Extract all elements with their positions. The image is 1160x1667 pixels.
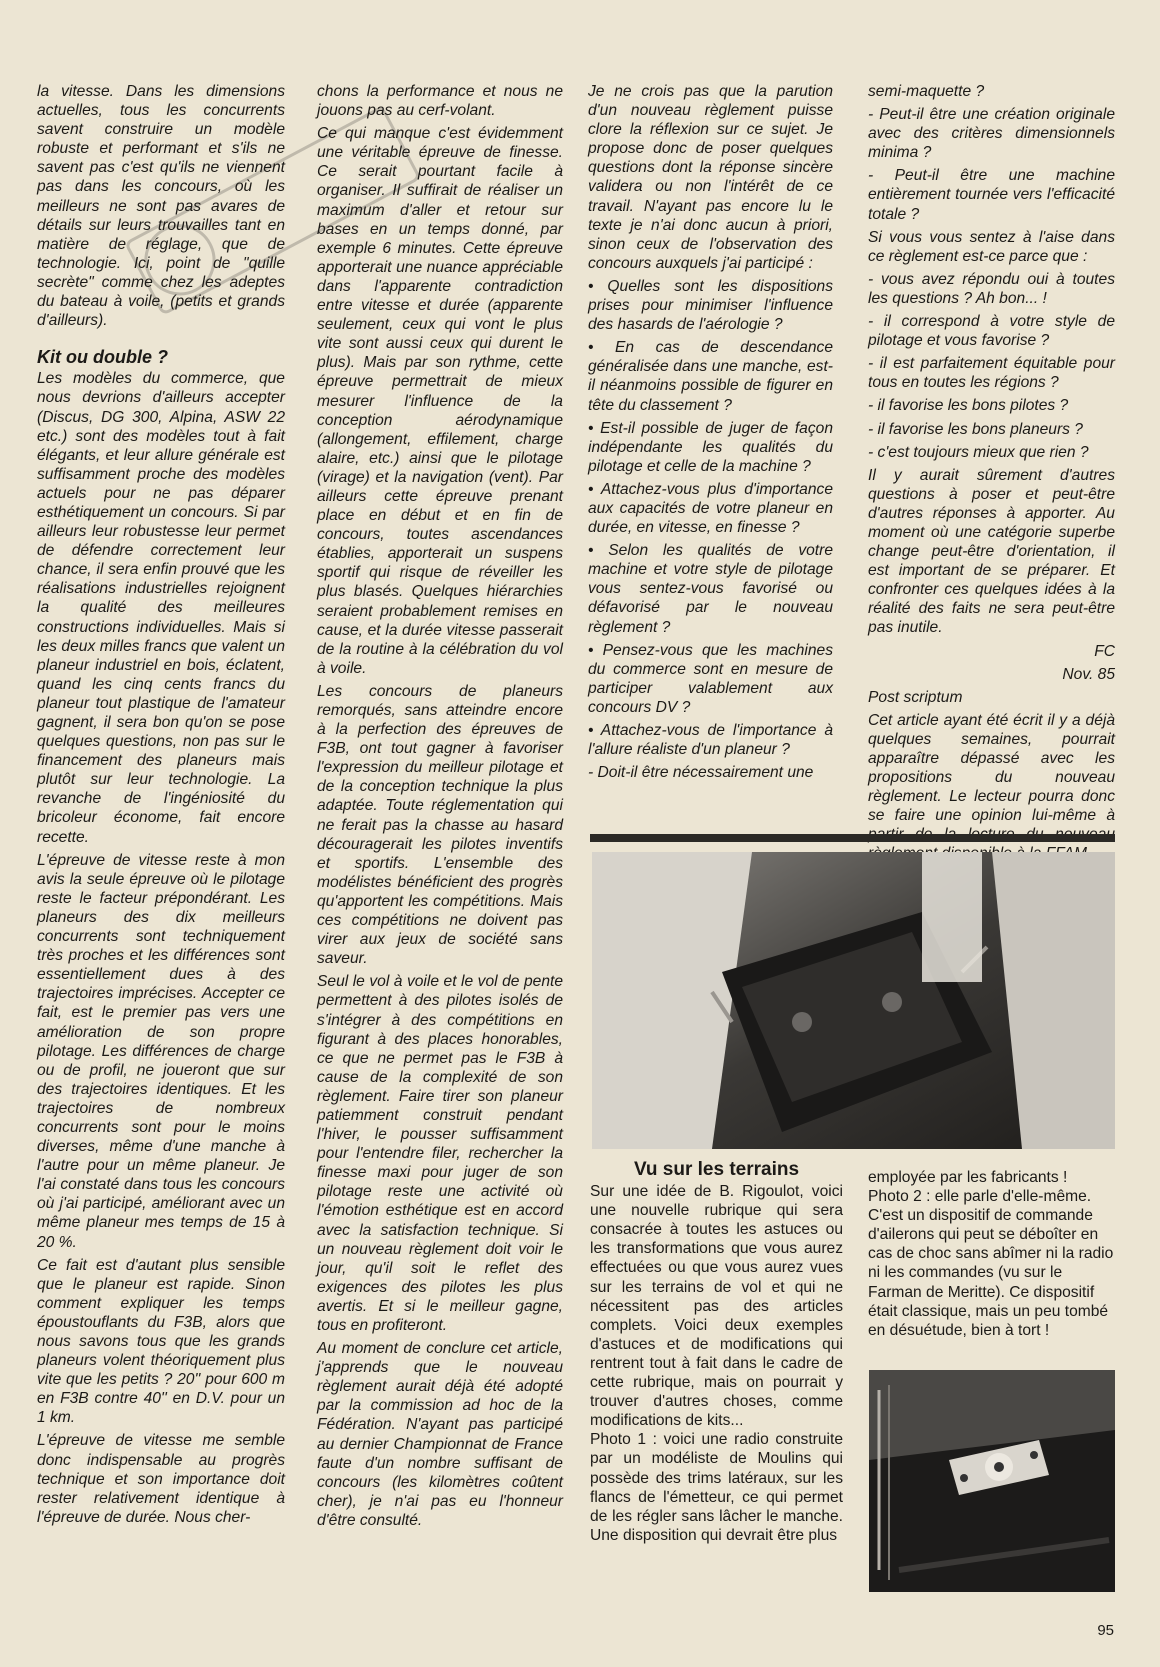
question-8: - Doit-il être nécessairement une [588, 764, 814, 782]
section-paragraph-1: Sur une idée de B. Rigoulot, voici une nouvelle rubrique qui sera consacrée à toutes les astuces ou les transformations que vous aurez effectuées ou que vous aurez vues sur les terrains de vol et qui ne nécessitent pas des articles complets. Voici deux exemples d'astuces et de modifications qui rentrent tout à fait dans le cadre de cette rubrique, mais on pourrait y trouver d'autres choses, comme modifications de kits... [590, 1183, 843, 1430]
post-scriptum-text: Cet article ayant été écrit il y a déjà quelques semaines, pourrait apparaître dépassé avec les propositions du nouveau règlement. Le lecteur pourra donc se faire une opinion lui-même à [868, 711, 1115, 825]
answer-6: - c'est toujours mieux que rien ? [868, 443, 1089, 461]
signature-initials: FC [1094, 642, 1115, 660]
section-divider [590, 834, 1115, 842]
question-7: • Attachez-vous de l'importance à l'allure réaliste d'un planeur ? [588, 722, 833, 759]
column-2 [317, 82, 563, 1534]
subheading-kit-ou-double: Kit ou double ? [37, 347, 168, 368]
section-title: Vu sur les terrains [633, 1159, 800, 1180]
page-number: 95 [1097, 1622, 1114, 1639]
answer-5: - il favorise les bons planeurs ? [868, 420, 1083, 438]
col4-line-3: - Peut-il être une machine entièrement tournée vers l'efficacité totale ? [868, 167, 1115, 223]
question-4: • Attachez-vous plus d'importance aux capacités de votre planeur en durée, en vitesse, en finesse ? [588, 480, 833, 537]
photo-2-aileron-linkage [869, 1370, 1115, 1592]
col1-paragraph-5: L'épreuve de vitesse me semble donc indispensable au progrès technique et son importance doit rester relativement identique à l'épreuve de durée. Nous cher- [37, 1432, 285, 1526]
question-1: • Quelles sont les dispositions prises pour minimiser l'influence des hasards de l'aérologie ? [588, 277, 833, 334]
question-2: • En cas de descendance généralisée dans une manche, est-il néanmoins possible de figurer en tête du classement ? [588, 339, 833, 414]
col3-paragraph-1: Je ne crois pas que la parution d'un nouveau règlement puisse clore la réflexion sur ce sujet. Je propose donc de poser quelques questions dont la réponse sincère validera ou non l'intérêt de ce travail. N'ayant pas encore lu le texte je n'ai donc aucun à priori, sinon ceux de l'observation des concours auxquels j'ai participé : [588, 83, 833, 272]
section-vu-sur-les-terrains [590, 1160, 843, 1545]
column-4 [868, 82, 1115, 868]
col1-paragraph-2: Les modèles du commerce, que nous devrions d'ailleurs accepter (Discus, DG 300, Alpina, ASW 22 etc.) sont des modèles tout à fait élégants, et leur allure générale est suffisamment proche des modèles actuels pour ne pas déparer esthétiquement un concours. Si par ailleurs leur robustesse leur permet de défendre correctement leur chance, il sera enfin prouvé que les réalisations industrielles rejoignent la qualité des meilleures constructions individuelles. Mais si les deux milles francs que valent un planeur industriel en bois, éclatent, quand les cinq cents francs du planeur tout plastique de l'amateur gagnent, il sera bon qu'on se pose quelques questions, non pas sur le financement des planeurs mais plutôt sur leur technologie. La revanche de l'ingéniosité du bricoleur économe, fait encore recette. [37, 370, 285, 846]
answer-2: - il correspond à votre style de pilotage et vous favorise ? [868, 313, 1115, 350]
col2-paragraph-5: Au moment de conclure cet article, j'apprends que le nouveau règlement aurait déjà été adopté par la commission ad hoc de la Fédération. N'ayant pas participé au dernier Championnat de France faute d'un nombre suffisant de concours (les kilomètres coûtent cher), je n'ai pas eu l'honneur d'être consulté. [317, 1340, 563, 1529]
col4-line-2: - Peut-il être une création originale avec des critères dimensionnels minima ? [868, 106, 1115, 162]
question-6: • Pensez-vous que les machines du commerce sont en mesure de participer valablement aux concours DV ? [588, 641, 833, 716]
answer-3: - il est parfaitement équitable pour tous en toutes les régions ? [868, 355, 1115, 392]
section-paragraph-2: Photo 1 : voici une radio construite par un modéliste de Moulins qui possède des trims latéraux, sur les flancs de l'émetteur, ce qui permet de les régler sans lâcher le manche. Une disposition qui devrait être plus [590, 1431, 843, 1544]
answer-4: - il favorise les bons pilotes ? [868, 397, 1069, 415]
column-1 [37, 82, 285, 1531]
col1-paragraph-3: L'épreuve de vitesse reste à mon avis la seule épreuve où le pilotage reste le facteur prépondérant. Les planeurs des dix meilleurs concurrents sont techniquement très proches et les différences sont essentiellement dues à des trajectoires imprécises. Accepter ce fait, est le premier pas vers une amélioration de son propre pilotage. Les différences de charge ou de profil, ne joueront que sur des trajectoires identiques. Et les trajectoires de nombreux concurrents sont pour le moins diverses, même d'une manche à l'autre pour un même planeur. Je l'ai constaté dans tous les concours où j'ai participé, améliorant avec un même planeur mes temps de 15 à 20 %. [37, 851, 285, 1251]
col4-paragraph-2: Si vous vous sentez à l'aise dans ce règlement est-ce parce que : [868, 228, 1115, 265]
col2-paragraph-3: Les concours de planeurs remorqués, sans atteindre encore à la perfection des épreuves de F3B, ont tout gagner à favoriser l'expression du meilleur pilotage et de la conception technique la plus adaptée. Toute réglementation qui ne ferait pas la chasse au hasard découragerait les pilotes inventifs et sportifs. L'ensemble des modélistes bénéficient des progrès qu'apportent les compétitions. Mais ces compétitions ne doivent pas virer aux jeux de société sans saveur. [317, 682, 563, 968]
col4b-paragraph-1: employée par les fabricants ! [868, 1169, 1068, 1186]
question-3: • Est-il possible de juger de façon indépendante les qualités du pilotage et celle de la machine ? [588, 419, 833, 475]
col4-line-1: semi-maquette ? [868, 83, 985, 100]
col2-paragraph-2: Ce qui manque c'est évidemment une véritable épreuve de finesse. Ce serait pourtant facile à organiser. Il suffirait de réaliser un maximum d'aller et retour sur bases en un temps donné, par exemple 6 minutes. Cette épreuve apporterait une nuance appréciable dans l'apparente contradiction entre vitesse et durée (apparente seulement, ceux qui vont le plus vite sont aussi ceux qui durent le plus). Mais par son rythme, cette épreuve permettrait de mieux mesurer l'influence de la conception aérodynamique (allongement, effilement, charge alaire, etc.) ainsi que le pilotage (virage) et la navigation (vent). Par ailleurs cette épreuve prenant place en début et en fin de concours, toutes ascendances établies, apporterait un suspens sportif qui risque de réveiller les plus blasés. Quelques hiérarchies seraient probablement remises en cause, et la durée vitesse passerait de la routine à la célébration du vol à voile. [317, 125, 563, 677]
col1-paragraph-1: la vitesse. Dans les dimensions actuelles, tous les concurrents savent construire un modèle robuste et performant et s'ils ne savent pas c'est qu'ils ne viennent pas dans les concours, où les meilleurs ne sont pas avares de détails sur leurs trouvailles tant en matière de réglage, que de technologie. Ici, point de "quille secrète" comme chez les adeptes du bateau à voile, (petits et grands d'ailleurs). [37, 83, 285, 330]
photo-1-radio-transmitter [592, 852, 1115, 1149]
col4-paragraph-3: Il y aurait sûrement d'autres questions à poser et peut-être d'autres réponses à apporter. Au moment où une catégorie superbe change peut-être d'orientation, il est important de se préparer. Et confronter ces quelques idées à la réalité des faits ne sera peut-être pas inutile. [868, 466, 1115, 637]
column-3 [588, 82, 833, 786]
col4b-paragraph-2: Photo 2 : elle parle d'elle-même. C'est un dispositif de commande d'ailerons qui peut se déboîter en cas de choc sans abîmer ni la radio ni les commandes (vu sur le Farman de Meritte). Ce dispositif était classique, mais un peu tombé en désuétude, bien à tort ! [868, 1188, 1114, 1339]
question-5: • Selon les qualités de votre machine et votre style de pilotage vous sentez-vous favorisé ou défavorisé par le nouveau règlement ? [588, 542, 833, 636]
answer-1: - vous avez répondu oui à toutes les questions ? Ah bon... ! [868, 270, 1115, 307]
col1-paragraph-4: Ce fait est d'autant plus sensible que le planeur est rapide. Sinon comment expliquer les temps époustouflants du F3B, alors que nous savons tous que les grands planeurs volent théoriquement plus vite que les petits ? 20'' pour 600 m en F3B contre 40'' en D.V. pour un 1 km. [37, 1256, 285, 1427]
signature-date: Nov. 85 [1062, 665, 1115, 683]
col2-paragraph-4: Seul le vol à voile et le vol de pente permettent à des pilotes isolés de s'intégrer à des compétitions en figurant à des places honorables, ce que ne permet pas le F3B à cause de la complexité de son règlement. Faire tirer son planeur patiemment construit pendant l'hiver, le pousser suffisamment pour l'entendre filer, rechercher la finesse maxi pour juger de son pilotage reste une activité où l'émotion esthétique est en accord avec la satisfaction technique. Si un nouveau règlement doit voir le jour, qu'il soit le reflet des exigences des pilotes les plus avertis. Et si le meilleur gagne, tous en profiteront. [317, 973, 563, 1334]
column-4-lower [868, 1168, 1115, 1340]
post-scriptum-title: Post scriptum [868, 688, 963, 706]
col2-paragraph-1: chons la performance et nous ne jouons pas au cerf-volant. [317, 83, 563, 120]
